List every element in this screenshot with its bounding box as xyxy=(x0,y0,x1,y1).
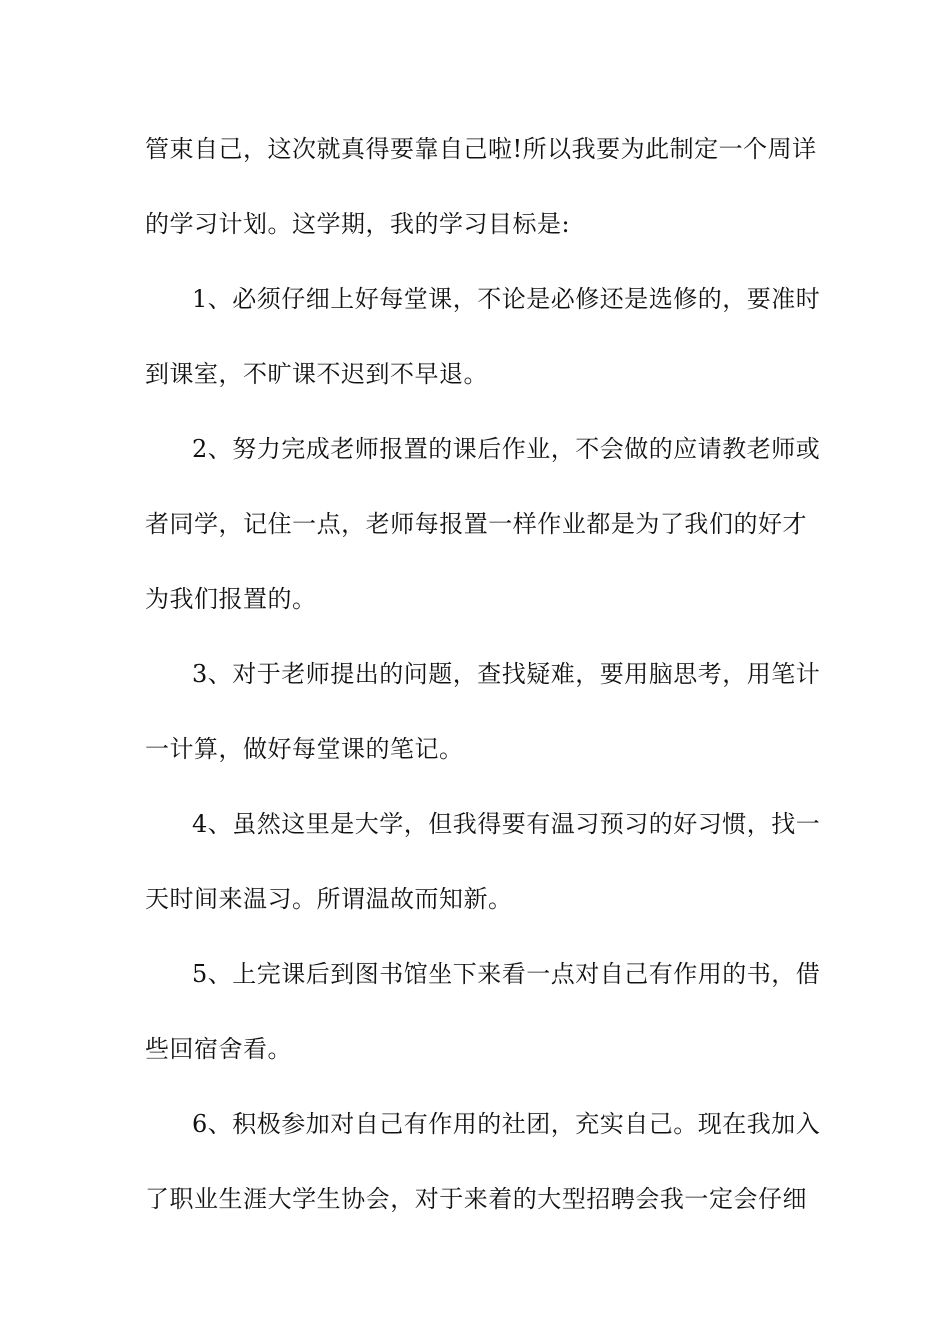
list-item-1-line: 到课室，不旷课不迟到不早退。 xyxy=(145,360,488,388)
list-item-2-line: 为我们报置的。 xyxy=(145,585,317,613)
list-item-5-line: 些回宿舍看。 xyxy=(145,1035,292,1063)
list-item-3-line: 一计算，做好每堂课的笔记。 xyxy=(145,735,464,763)
paragraph-line: 的学习计划。这学期，我的学习目标是: xyxy=(145,210,571,238)
list-item-1-line: 1、必须仔细上好每堂课，不论是必修还是选修的，要准时 xyxy=(192,285,821,313)
list-item-5-line: 5、上完课后到图书馆坐下来看一点对自己有作用的书，借 xyxy=(192,960,821,988)
list-item-2-line: 2、努力完成老师报置的课后作业，不会做的应请教老师或 xyxy=(192,435,821,463)
list-item-4-line: 4、虽然这里是大学，但我得要有温习预习的好习惯，找一 xyxy=(192,810,821,838)
list-item-4-line: 天时间来温习。所谓温故而知新。 xyxy=(145,885,513,913)
list-item-3-line: 3、对于老师提出的问题，查找疑难，要用脑思考，用笔计 xyxy=(192,660,821,688)
list-item-6-line: 6、积极参加对自己有作用的社团，充实自己。现在我加入 xyxy=(192,1110,821,1138)
paragraph-line: 管束自己，这次就真得要靠自己啦!所以我要为此制定一个周详 xyxy=(145,135,817,163)
list-item-6-line: 了职业生涯大学生协会，对于来着的大型招聘会我一定会仔细 xyxy=(145,1185,807,1213)
list-item-2-line: 者同学，记住一点，老师每报置一样作业都是为了我们的好才 xyxy=(145,510,807,538)
